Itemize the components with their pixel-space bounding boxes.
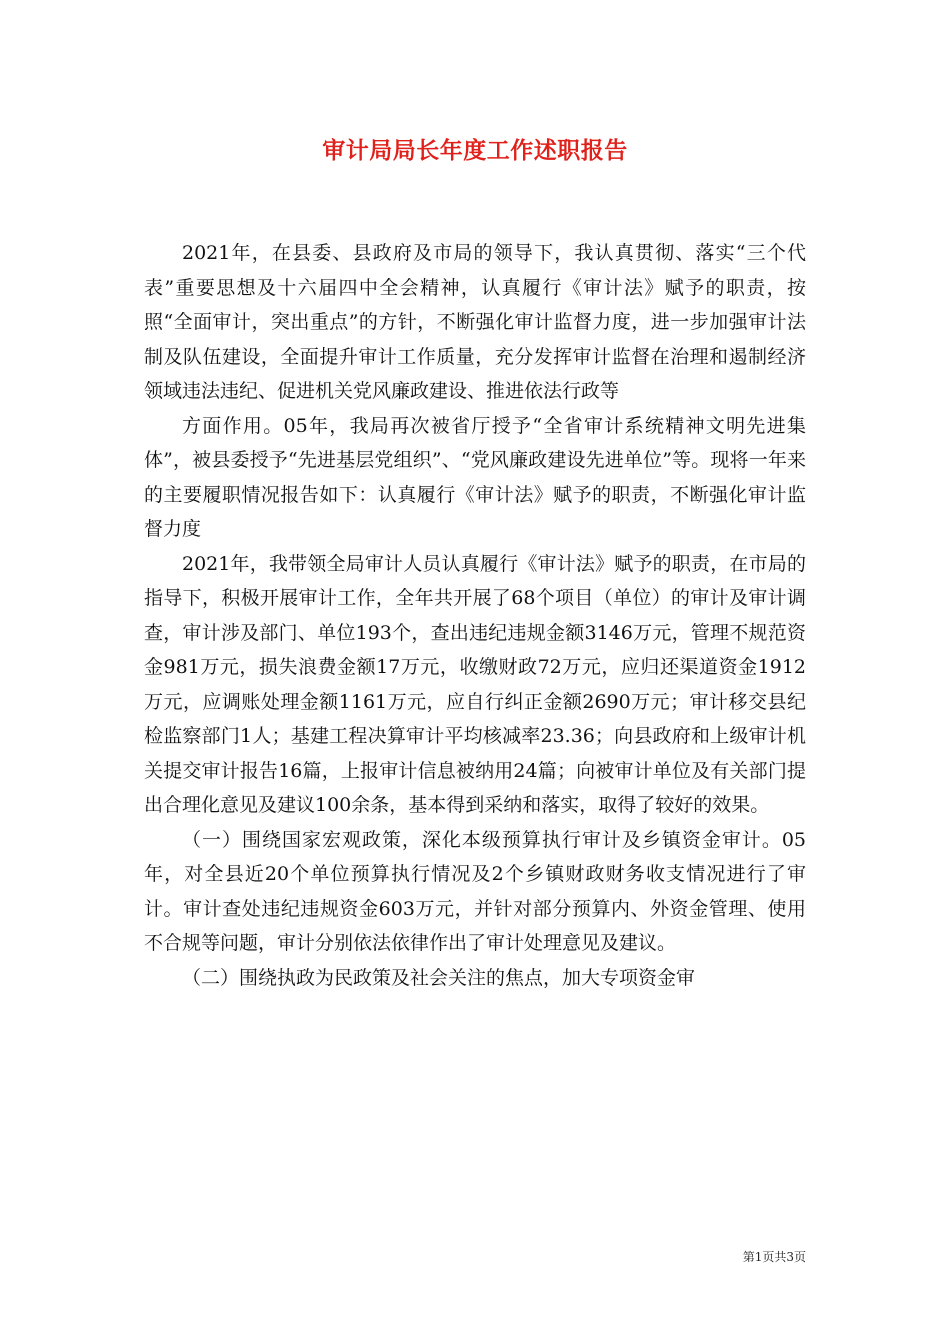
paragraph-audit-summary: 2021年，我带领全局审计人员认真履行《审计法》赋予的职责，在市局的指导下，积极开展审计工作，全年共开展了68个项目（单位）的审计及审计调查，审计涉及部门、单位193个，查出违纪违规金额3146万元，管理不规范资金981万元，损失浪费金额17万元，收缴财政72万元，应归还渠道资金1912万元，应调账处理金额1161万元，应自行纠正金额2690万元；审计移交县纪检监察部门1人；基建工程决算审计平均核减率23.36；向县政府和上级审计机关提交审计报告16篇，上报审计信息被纳用24篇；向被审计单位及有关部门提出合理化意见及建议100余条，基本得到采纳和落实，取得了较好的效果。 [144, 552, 806, 816]
page-number: 第1页共3页 [742, 1250, 806, 1264]
document-title: 审计局局长年度工作述职报告 [322, 138, 628, 164]
paragraph-section-1: （一）围绕国家宏观政策，深化本级预算执行审计及乡镇资金审计。05年，对全县近20个单位预算执行情况及2个乡镇财政财务收支情况进行了审计。审计查处违纪违规资金603万元，并针对部分预算内、外资金管理、使用不合规等问题，审计分别依法依律作出了审计处理意见及建议。 [144, 828, 806, 954]
paragraph-section-2: （二）围绕执政为民政策及社会关注的焦点，加大专项资金审 [182, 966, 696, 989]
document-body [144, 236, 806, 995]
paragraph-intro: 2021年，在县委、县政府及市局的领导下，我认真贯彻、落实“三个代表”重要思想及十六届四中全会精神，认真履行《审计法》赋予的职责，按照“全面审计，突出重点”的方针，不断强化审计监督力度，进一步加强审计法制及队伍建设，全面提升审计工作质量，充分发挥审计监督在治理和遏制经济领域违法违纪、促进机关党风廉政建设、推进依法行政等 [144, 242, 806, 402]
paragraph-achievements: 方面作用。05年，我局再次被省厅授予“全省审计系统精神文明先进集体”，被县委授予“先进基层党组织”、“党风廉政建设先进单位”等。现将一年来的主要履职情况报告如下：认真履行《审计法》赋予的职责，不断强化审计监督力度 [144, 414, 806, 540]
